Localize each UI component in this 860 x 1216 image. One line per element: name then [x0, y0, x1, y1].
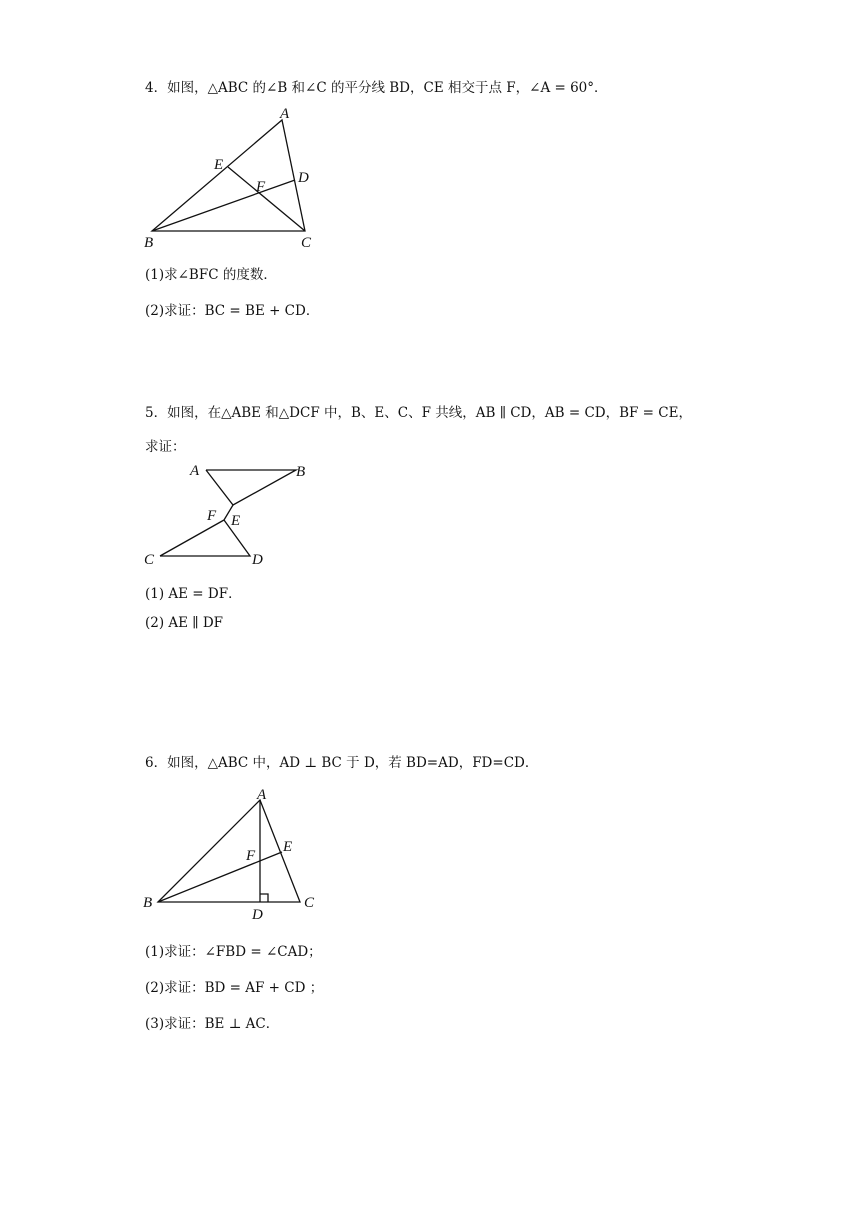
problem5-question-2: (2) AE ∥ DF: [145, 615, 224, 631]
problem5-stem-line2: 求证：: [145, 439, 186, 455]
problem6-stem: 6．如图，△ABC 中，AD ⊥ BC 于 D，若 BD=AD，FD=CD．: [145, 755, 539, 771]
p4-label-D: D: [298, 170, 309, 186]
p6-label-C: C: [304, 895, 315, 911]
p5-label-D: D: [252, 552, 263, 568]
p5-label-B: B: [296, 464, 306, 480]
p5-label-C: C: [144, 552, 155, 568]
p4-label-A: A: [280, 106, 290, 122]
p4-label-C: C: [301, 235, 312, 251]
problem4-stem: 4．如图，△ABC 的∠B 和∠C 的平分线 BD，CE 相交于点 F，∠A = 60°．: [145, 80, 608, 96]
p4-label-F: F: [256, 179, 266, 195]
p6-label-E: E: [283, 839, 293, 855]
p6-label-F: F: [246, 848, 256, 864]
problem6-figure: [140, 782, 325, 922]
p6-label-A: A: [257, 787, 267, 803]
problem6-question-1: (1)求证：∠FBD = ∠CAD；: [145, 944, 322, 960]
p5-label-F: F: [207, 508, 217, 524]
problem4-question-1: (1)求∠BFC 的度数．: [145, 267, 277, 283]
problem4-question-2: (2)求证：BC = BE + CD．: [145, 303, 320, 319]
problem5-figure: [140, 458, 306, 570]
problem5-stem-line1: 5．如图，在△ABE 和△DCF 中，B、E、C、F 共线，AB ∥ CD，AB = CD，BF = CE，: [145, 405, 692, 421]
problem6-question-3: (3)求证：BE ⊥ AC．: [145, 1016, 280, 1032]
p5-label-A: A: [190, 463, 200, 479]
p4-label-E: E: [214, 157, 224, 173]
p5-label-E: E: [231, 513, 241, 529]
p6-label-B: B: [143, 895, 153, 911]
p4-label-B: B: [144, 235, 154, 251]
problem5-question-1: (1) AE = DF．: [145, 586, 242, 602]
p6-label-D: D: [252, 907, 263, 923]
problem4-figure: [140, 104, 330, 250]
problem6-question-2: (2)求证：BD = AF + CD ；: [145, 980, 324, 996]
